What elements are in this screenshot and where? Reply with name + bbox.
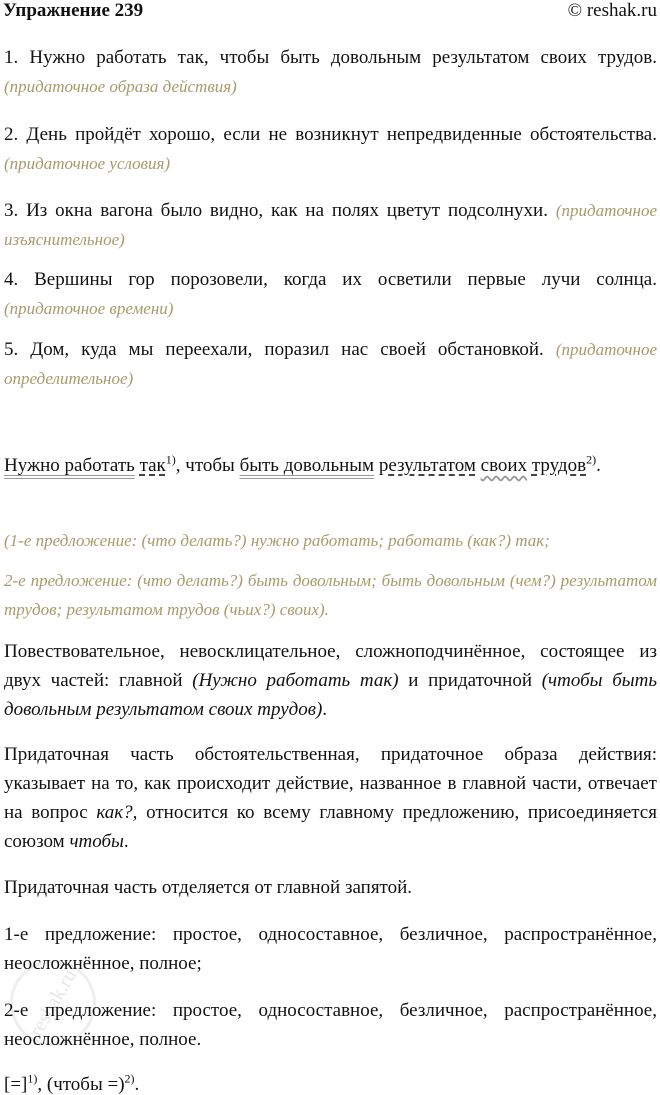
sentence-4: 4. Вершины гор порозовели, когда их осветили первые лучи солнца. (придаточное времени): [4, 269, 657, 318]
exercise-title: Упражнение 239: [3, 0, 144, 21]
parsed-sentence: Нужно работать так$^{1)}$, чтобы быть довольным результатом своих трудов$^{2)}$.: [4, 452, 601, 476]
parse-note-1: (1-е предложение: (что делать?) нужно работать; работать (как?) так;: [4, 531, 550, 550]
sentence-5: 5. Дом, куда мы переехали, поразил нас своей обстановкой. (придаточное определительное): [4, 339, 657, 388]
header: [3, 0, 657, 24]
parse-note-2: 2-е предложение: (что делать?) быть довольным; быть довольным (чем?) результатом трудов; результатом трудов (чьих?) своих).: [4, 571, 657, 619]
paragraph-first: 1-е предложение: простое, односоставное, безличное, распространённое, неосложнённое, полное;: [4, 924, 657, 974]
paragraph-second: 2-е предложение: простое, односоставное, безличное, распространённое, неосложнённое, полное.: [4, 1000, 657, 1050]
sentence-3: 3. Из окна вагона было видно, как на полях цветут подсолнухи. (придаточное изъяснительное): [4, 200, 657, 249]
scheme: [=]$^{1)}$, (чтобы =)$^{2)}$.: [4, 1071, 140, 1095]
watermark: reshak.ru: [0, 944, 112, 1061]
sentence-2: 2. День пройдёт хорошо, если не возникнут непредвиденные обстоятельства. (придаточное условия): [4, 124, 657, 173]
sentence-1: 1. Нужно работать так, чтобы быть довольным результатом своих трудов. (придаточное образа действия): [4, 47, 657, 96]
copyright: © reshak.ru: [567, 0, 657, 21]
paragraph-comma: Придаточная часть отделяется от главной запятой.: [4, 877, 413, 898]
paragraph-subordinate: Придаточная часть обстоятельственная, придаточное образа действия: указывает на то, как происходит действие, названное в главной части, отвечает на вопрос как?, относится ко всему главному предложению, присоединяется союзом чтобы.: [4, 744, 657, 852]
paragraph-type: Повествовательное, невосклицательное, сложноподчинённое, состоящее из двух частей: главной (Нужно работать так) и придаточной (чтобы быть довольным результатом своих трудов).: [4, 641, 658, 720]
